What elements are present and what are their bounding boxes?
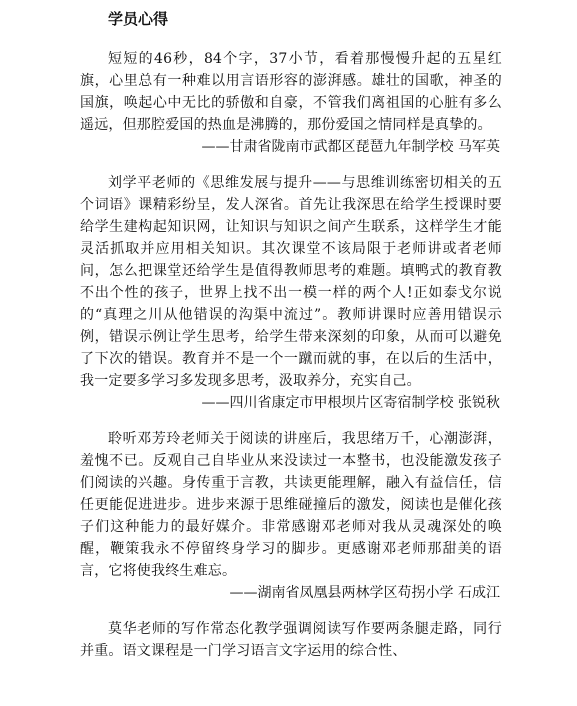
essay-3 bbox=[80, 428, 502, 604]
essay-paragraph: 短短的46秒，84个字，37小节，看着那慢慢升起的五星红旗，心里总有一种难以用言语形容的澎湃感。雄壮的国歌，神圣的国旗，唤起心中无比的骄傲和自豪，不管我们离祖国的心脏有多么遥远，但那腔爱国的热血是沸腾的，那份爱国之情同样是真挚的。 bbox=[80, 51, 502, 133]
essay-4 bbox=[80, 618, 502, 662]
essay-paragraph: 刘学平老师的《思维发展与提升——与思维训练密切相关的五个词语》课精彩纷呈，发人深省。首先让我深思在给学生授课时要给学生建构起知识网，让知识与知识之间产生联系，这样学生才能灵活抓取并应用相关知识。其次课堂不该局限于老师讲或者老师问，怎么把课堂还给学生是值得教师思考的难题。填鸭式的教育教不出个性的孩子，世界上找不出一模一样的两个人!正如泰戈尔说的“真理之川从他错误的沟渠中流过”。教师讲课时应善用错误示例，错误示例让学生思考，给学生带来深刻的印象，从而可以避免了下次的错误。教育并不是一个一蹴而就的事，在以后的生活中，我一定要多学习多发现多思考，汲取养分，充实自己。 bbox=[80, 175, 502, 389]
essay-paragraph: 莫华老师的写作常态化教学强调阅读写作要两条腿走路，同行并重。语文课程是一门学习语言文字运用的综合性、 bbox=[80, 621, 502, 659]
essay-2 bbox=[80, 172, 502, 414]
essay-signature: ——甘肃省陇南市武都区琵琶九年制学校 马军英 bbox=[201, 139, 500, 155]
essay-signature: ——四川省康定市甲根坝片区寄宿制学校 张锐秋 bbox=[201, 395, 500, 411]
document-page bbox=[80, 8, 502, 676]
essay-signature: ——湖南省凤凰县两林学区苟拐小学 石成江 bbox=[229, 585, 500, 601]
essay-paragraph: 聆听邓芳玲老师关于阅读的讲座后，我思绪万千，心潮澎湃，羞愧不已。反观自己自毕业从来没读过一本整书，也没能激发孩子们阅读的兴趣。身传重于言教，共读更能理解，融入有益信任，信任更能促进进步。进步来源于思维碰撞后的激发，阅读也是催化孩子们这种能力的最好媒介。非常感谢邓老师对我从灵魂深处的唤醒，鞭策我永不停留终身学习的脚步。更感谢邓老师那甜美的语言，它将使我终生难忘。 bbox=[80, 431, 502, 579]
section-title: 学员心得 bbox=[108, 10, 169, 28]
essay-1 bbox=[80, 48, 502, 158]
